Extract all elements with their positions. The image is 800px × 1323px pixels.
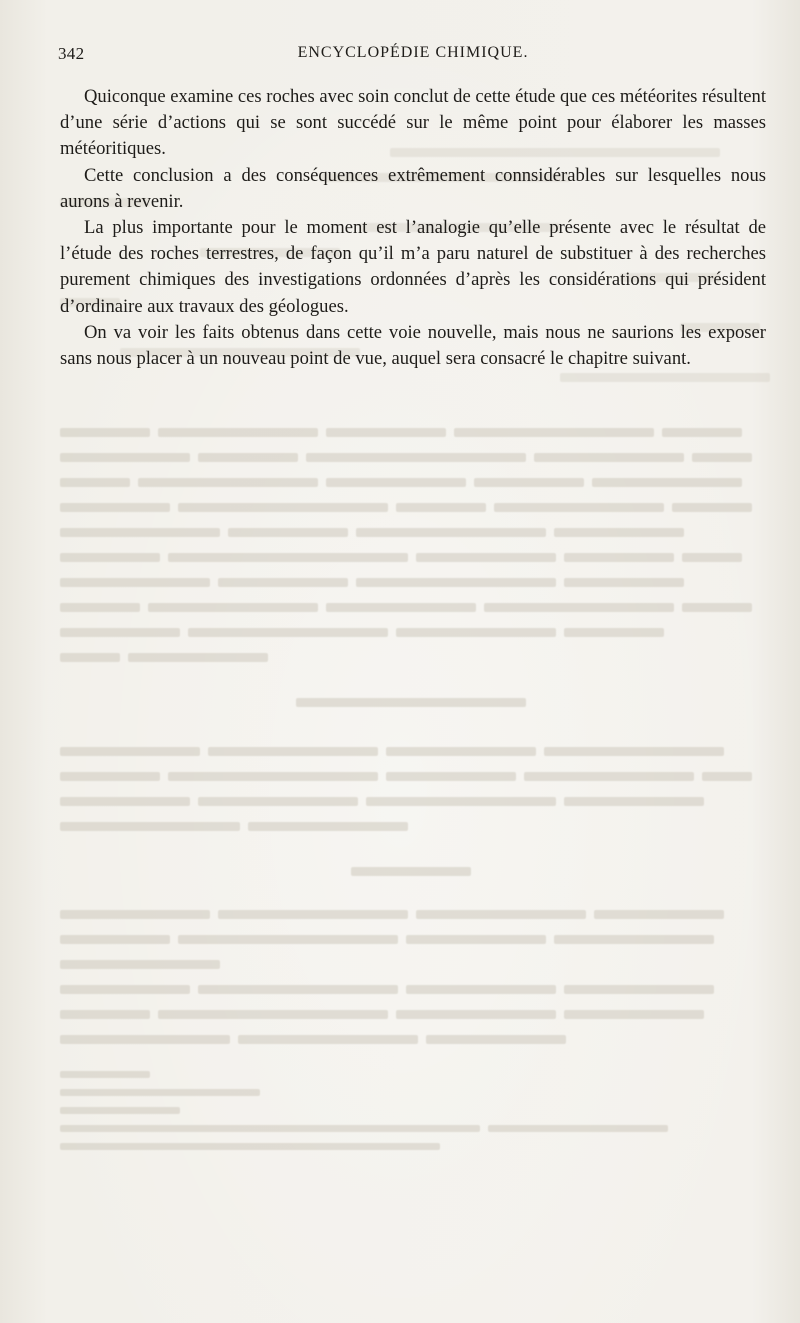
- running-title: ENCYCLOPÉDIE CHIMIQUE.: [297, 44, 529, 61]
- show-through-texture: [60, 420, 770, 1154]
- paragraph: Quiconque examine ces roches avec soin conclut de cette étude que ces météorites résultent d’une série d’actions qui se sont succédé sur le même point pour élaborer les masses météoritiques.: [60, 86, 767, 160]
- page-header: [58, 44, 768, 68]
- body-text: [60, 84, 766, 372]
- page-number: 342: [58, 44, 85, 63]
- paragraph: La plus importante pour le moment est l’analogie qu’elle présente avec le résultat de l’étude des roches terrestres, de façon qu’il m’a paru naturel de substituer à des recherches purement chimiques des investigations ordonnées d’après les considérations qui président d’ordinaire aux travaux des géologues.: [60, 217, 766, 317]
- paragraph: Cette conclusion a des conséquences extrêmement connsidérables sur lesquelles nous aurons à revenir.: [60, 164, 766, 212]
- paragraph: On va voir les faits obtenus dans cette voie nouvelle, mais nous ne saurions les exposer sans nous placer à un nouveau point de vue, auquel sera consacré le chapitre suivant.: [60, 321, 766, 370]
